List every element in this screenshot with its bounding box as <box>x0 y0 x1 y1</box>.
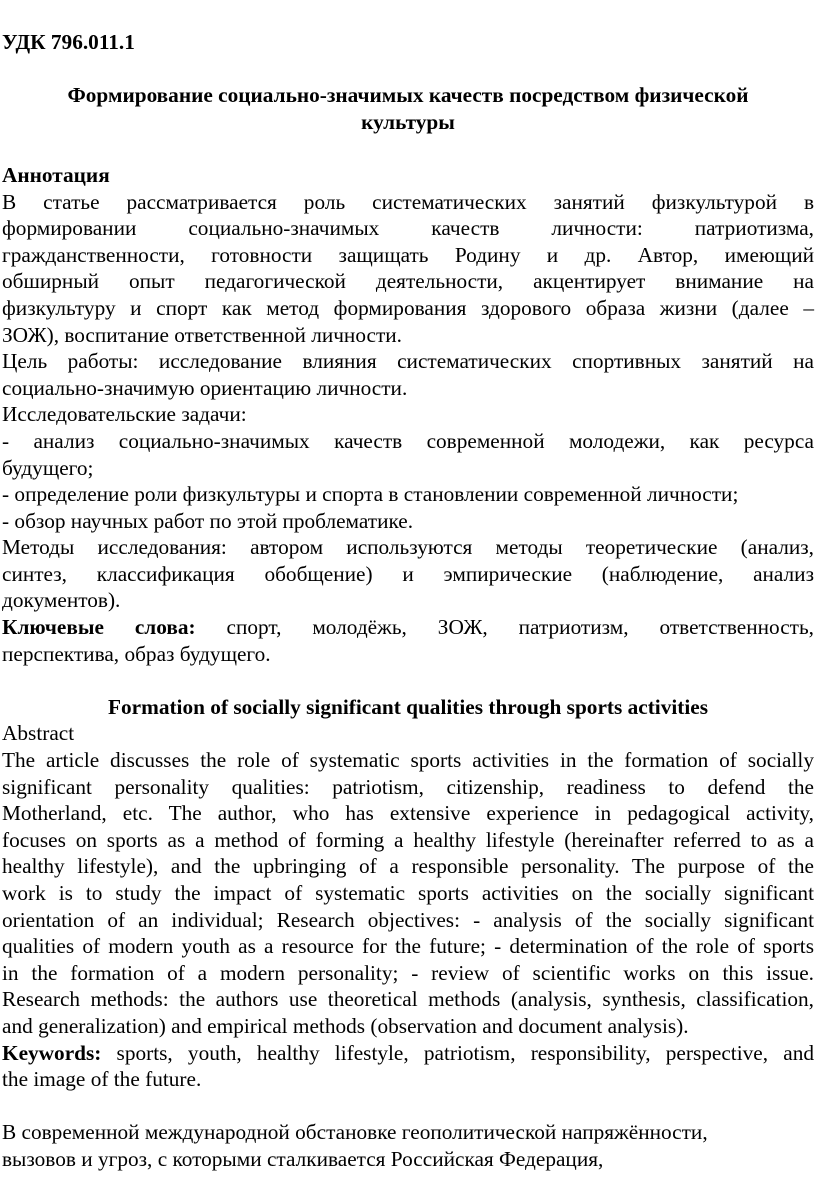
abstract-text: Motherland, etc. The author, who has extensive experience in pedagogical activity, <box>2 801 814 826</box>
en-title: Formation of socially significant qualities through sports activities <box>107 694 709 719</box>
task-item: - определение роли физкультуры и спорта в становлении современной личности; <box>2 482 739 507</box>
keywords-label: Ключевые слова: <box>2 615 196 640</box>
task-item: - обзор научных работ по этой проблематике. <box>2 508 414 533</box>
blank-line <box>2 1093 814 1120</box>
methods-text: документов). <box>2 588 121 613</box>
annotation-text: В статье рассматривается роль систематических занятий физкультурой в <box>2 189 814 214</box>
keywords-text: the image of the future. <box>2 1067 202 1092</box>
blank-line <box>2 135 814 162</box>
ru-title: Формирование социально-значимых качеств посредством физической <box>67 83 749 108</box>
abstract-text: focuses on sports as a method of forming a healthy lifestyle (hereinafter referred to as a <box>2 827 814 852</box>
abstract-text: significant personality qualities: patriotism, citizenship, readiness to defend the <box>2 774 814 799</box>
annotation-text: физкультуру и спорт как метод формирования здорового образа жизни (далее – <box>2 295 814 320</box>
intro-text: вызовов и угроз, с которыми сталкивается Российская Федерация, <box>2 1146 604 1171</box>
keywords-text: спорт, молодёжь, ЗОЖ, патриотизм, ответственность, <box>195 615 815 640</box>
ru-keywords <box>2 641 814 668</box>
abstract-text: in the formation of a modern personality; - review of scientific works on this issue. <box>2 960 814 985</box>
abstract-text: and generalization) and empirical methods (observation and document analysis). <box>2 1013 689 1038</box>
annotation-text: гражданственности, готовности защищать Родину и др. Автор, имеющий <box>2 242 814 267</box>
task-item: - анализ социально-значимых качеств современной молодежи, как ресурса <box>2 428 814 453</box>
annotation-text: формировании социально-значимых качеств личности: патриотизма, <box>2 216 814 241</box>
abstract-text: healthy lifestyle), and the upbringing of a responsible personality. The purpose of the <box>2 854 814 879</box>
methods-text: Методы исследования: автором используются методы теоретические (анализ, <box>2 535 814 560</box>
intro-text: В современной международной обстановке геополитической напряжённости, <box>2 1120 708 1145</box>
abstract-text: orientation of an individual; Research objectives: - analysis of the socially significant <box>2 907 814 932</box>
abstract-text: work is to study the impact of systematic sports activities on the socially significant <box>2 881 814 905</box>
annotation-text: ЗОЖ), воспитание ответственной личности. <box>2 322 402 347</box>
abstract-text: Research methods: the authors use theoretical methods (analysis, synthesis, classification, <box>2 987 814 1012</box>
ru-title: культуры <box>361 109 455 134</box>
goal-text: Цель работы: исследование влияния систематических спортивных занятий на <box>2 349 814 374</box>
en-keywords <box>2 1066 814 1093</box>
annotation-heading: Аннотация <box>2 162 110 187</box>
methods-text: синтез, классификация обобщение) и эмпирические (наблюдение, анализ <box>2 561 814 586</box>
keywords-label: Keywords: <box>2 1040 102 1065</box>
keywords-text: sports, youth, healthy lifestyle, patriotism, responsibility, perspective, and <box>101 1040 814 1065</box>
en-keywords <box>2 1040 814 1067</box>
annotation-text: обширный опыт педагогической деятельности, акцентирует внимание на <box>2 269 814 294</box>
ru-keywords <box>2 614 814 641</box>
udk-code: УДК 796.011.1 <box>2 30 135 54</box>
blank-line <box>2 56 814 83</box>
task-item: будущего; <box>2 455 94 480</box>
tasks-heading: Исследовательские задачи: <box>2 402 247 427</box>
blank-line <box>2 667 814 694</box>
keywords-text: перспектива, образ будущего. <box>2 641 271 666</box>
abstract-text: qualities of modern youth as a resource for the future; - determination of the role of sports <box>2 934 814 959</box>
abstract-heading: Abstract <box>2 721 75 746</box>
goal-text: социально-значимую ориентацию личности. <box>2 375 408 400</box>
abstract-text: The article discusses the role of systematic sports activities in the formation of socially <box>2 748 814 773</box>
